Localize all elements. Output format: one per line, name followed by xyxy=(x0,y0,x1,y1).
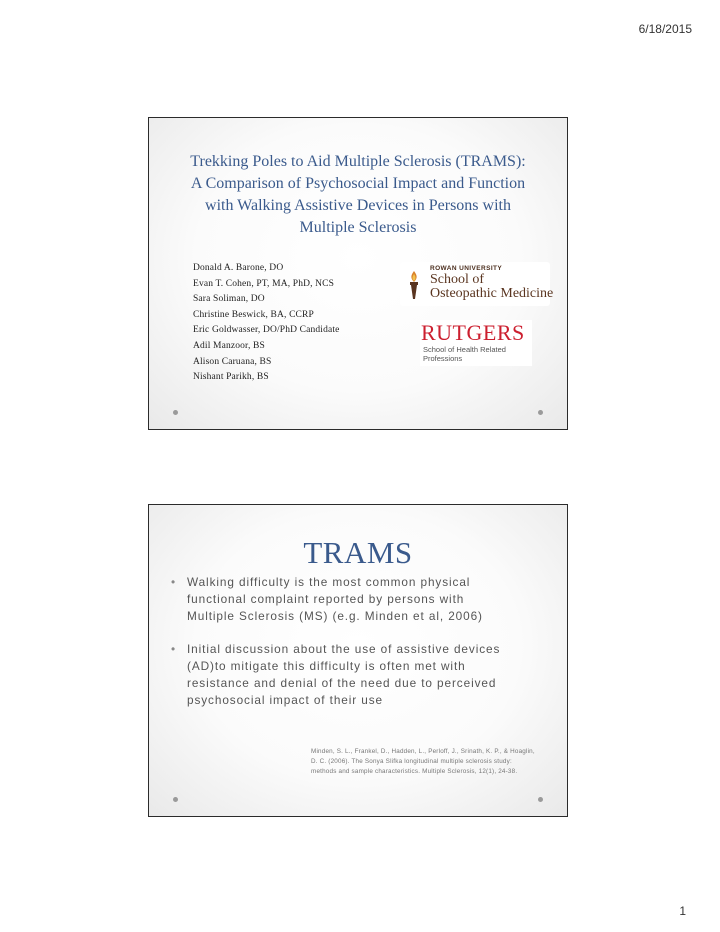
slide-dot-icon xyxy=(538,410,543,415)
bullet-line: psychosocial impact of their use xyxy=(187,693,384,707)
page-number: 1 xyxy=(679,904,686,918)
bullet-line: resistance and denial of the need due to perceived xyxy=(187,676,497,690)
page-date: 6/18/2015 xyxy=(638,22,692,36)
rowan-university-text: ROWAN UNIVERSITY xyxy=(430,265,503,272)
author-item: Adil Manzoor, BS xyxy=(193,340,265,351)
rutgers-logo xyxy=(420,320,532,366)
rutgers-name: RUTGERS xyxy=(421,320,525,345)
title-line: A Comparison of Psychosocial Impact and Function xyxy=(190,175,526,192)
bullet-line: Multiple Sclerosis (MS) (e.g. Minden et al, 2006) xyxy=(187,609,483,623)
title-line: with Walking Assistive Devices in Persons with xyxy=(205,197,511,214)
slide-heading: TRAMS xyxy=(303,535,413,570)
bullet-list xyxy=(167,574,553,725)
author-list xyxy=(193,261,340,386)
slide-trams xyxy=(148,504,568,817)
author-item: Christine Beswick, BA, CCRP xyxy=(193,309,314,320)
citation-line: D. C. (2006). The Sonya Slifka longitudinal multiple sclerosis study: xyxy=(311,758,512,765)
author-item: Sara Soliman, DO xyxy=(193,294,265,305)
torch-icon xyxy=(406,270,422,300)
slide-dot-icon xyxy=(173,410,178,415)
bullet-item xyxy=(167,641,553,709)
author-item: Donald A. Barone, DO xyxy=(193,263,284,273)
rowan-logo xyxy=(400,262,554,306)
author-item: Evan T. Cohen, PT, MA, PhD, NCS xyxy=(193,278,335,289)
author-item: Nishant Parikh, BS xyxy=(193,372,269,383)
bullet-line: functional complaint reported by persons with xyxy=(187,592,465,606)
bullet-line: Initial discussion about the use of assistive devices xyxy=(187,642,501,656)
citation-line: methods and sample characteristics. Multiple Sclerosis, 12(1), 24-38. xyxy=(311,768,518,775)
slide-title xyxy=(148,117,568,430)
rutgers-school-text: School of Health Related Professions xyxy=(423,345,506,363)
bullet-line: (AD)to mitigate this difficulty is often met with xyxy=(187,659,466,673)
bullet-icon: • xyxy=(171,575,177,589)
title-line: Multiple Sclerosis xyxy=(299,219,417,236)
rowan-school-text: School of Osteopathic Medicine xyxy=(430,272,554,301)
bullet-item xyxy=(167,574,553,625)
citation-line: Minden, S. L., Frankel, D., Hadden, L., Perloff, J., Srinath, K. P., & Hoaglin, xyxy=(311,748,535,755)
slide-dot-icon xyxy=(538,797,543,802)
citation xyxy=(311,747,553,777)
title-line: Trekking Poles to Aid Multiple Sclerosis (TRAMS): xyxy=(190,153,526,170)
slide-dot-icon xyxy=(173,797,178,802)
slide-title-heading xyxy=(165,151,551,239)
author-item: Alison Caruana, BS xyxy=(193,356,272,367)
bullet-line: Walking difficulty is the most common physical xyxy=(187,575,471,589)
bullet-icon: • xyxy=(171,642,177,656)
author-item: Eric Goldwasser, DO/PhD Candidate xyxy=(193,325,340,336)
